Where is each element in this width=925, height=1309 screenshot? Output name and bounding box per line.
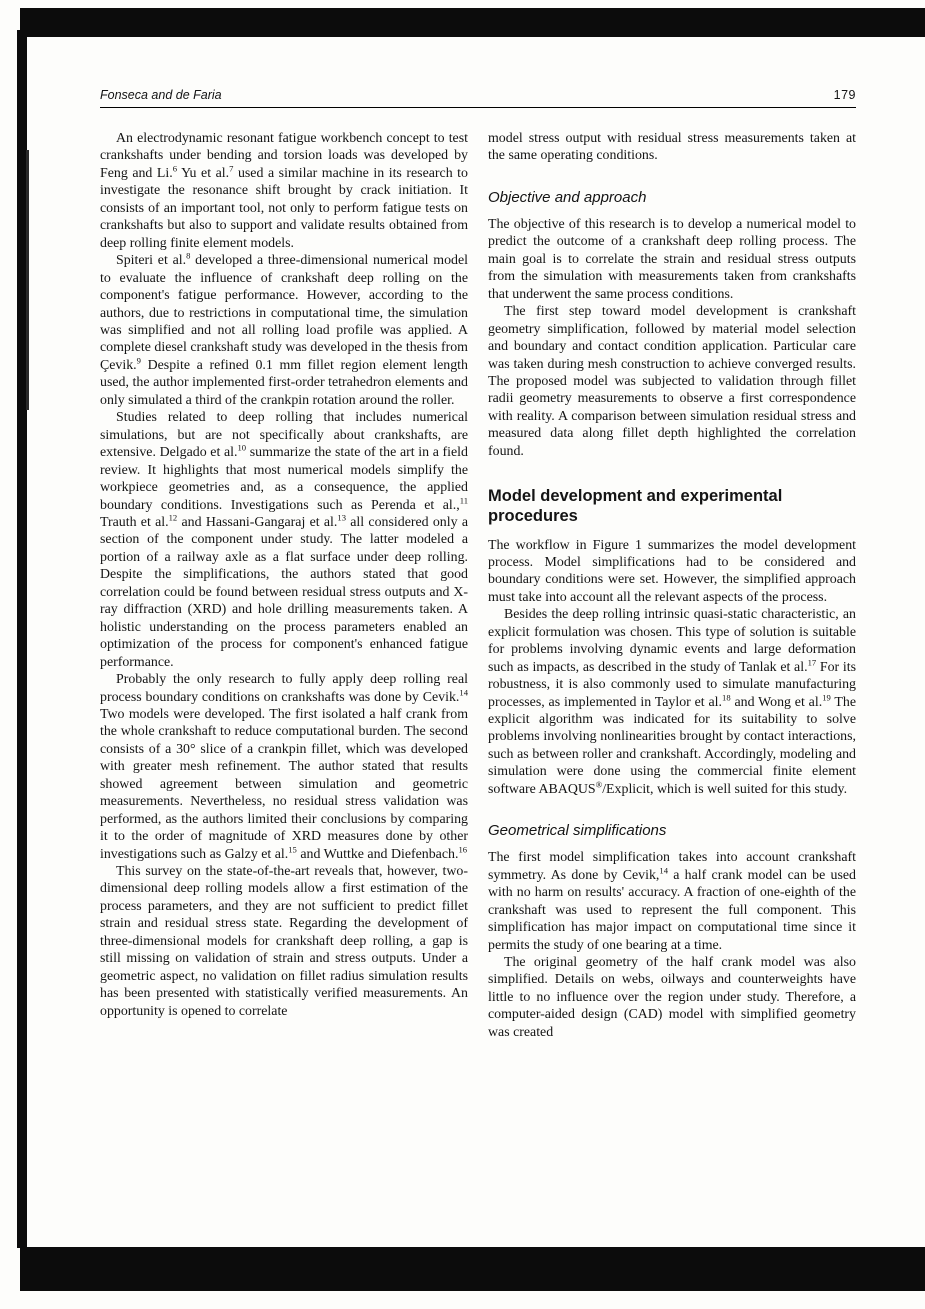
paragraph: model stress output with residual stress measurements taken at the same operating conditions. <box>488 131 856 164</box>
subsection-heading: Geometrical simplifications <box>488 822 667 840</box>
header-rule <box>100 107 856 108</box>
paragraph: The workflow in Figure 1 summarizes the model development process. Model simplifications had to be considered and boundary conditions were set. However, the simplified approach must take into account all the relevant aspects of the process. <box>488 537 856 605</box>
scan-edge-left <box>17 30 27 1248</box>
running-head: Fonseca and de Faria <box>100 88 222 102</box>
paragraph: An electrodynamic resonant fatigue workbench concept to test crankshafts under bending and torsion loads was developed by Feng and Li.$^6$ Yu et al.$^7$ used a similar machine in its research to investigate the resonance shift brought by crack initiation. It consists of an important tool, not only to perform fatigue tests on crankshafts but also to support and validate results obtained from deep rolling finite element models. <box>100 131 468 251</box>
page-header <box>100 88 856 102</box>
subsection-heading: Objective and approach <box>488 188 647 206</box>
paragraph: Spiteri et al.$^8$ developed a three-dimensional numerical model to evaluate the influence of crankshaft deep rolling on the component's fatigue performance. However, according to the authors, due to restrictions in computational time, the simulation was simplified and not all rolling load profile was applied. A complete diesel crankshaft study was developed in the thesis from Çevik.$^9$ Despite a refined 0.1 mm fillet region element length used, the author implemented first-order tetrahedron elements and only simulated a third of the crankpin rotation around the roller. <box>100 250 468 408</box>
paragraph: The objective of this research is to develop a numerical model to predict the outcome of a crankshaft deep rolling process. The main goal is to correlate the strain and residual stress outputs from the simulation with measurements taken from crankshafts that underwent the same process conditions. <box>488 216 856 302</box>
scan-edge-bottom <box>20 1247 925 1291</box>
article-body <box>100 130 856 1041</box>
paragraph: The first step toward model development is crankshaft geometry simplification, followed by material model selection and boundary and contact condition application. Particular care was taken during mesh construction to achieve converged results. The proposed model was subjected to validation through fillet radii geometry measurements to observe a first correspondence with reality. A comparison between simulation residual stress and measured data along fillet depth highlighted the correlation found. <box>488 304 856 459</box>
paragraph: Studies related to deep rolling that includes numerical simulations, but are not specifically about crankshafts, are extensive. Delgado et al.$^{10}$ summarize the state of the art in a field review. It highlights that most numerical models simplify the workpiece geometries and, as a consequence, the applied boundary conditions. Investigations such as Perenda et al.,$^{11}$ Trauth et al.$^{12}$ and Hassani-Gangaraj et al.$^{13}$ all considered only a section of the component under study. The latter modeled a portion of a railway axle as a flat surface under deep rolling. Despite the simplifications, the authors stated that good correlation could be found between residual stress outputs and X-ray diffraction (XRD) and hole drilling measurements taken. A holistic understanding on the process parameters enabled an optimization of the process for component's enhanced fatigue performance. <box>100 410 468 670</box>
paragraph: Probably the only research to fully apply deep rolling real process boundary conditions on crankshafts was done by Cevik.$^{14}$ Two models were developed. The first isolated a half crank from the whole crankshaft to reduce computational burden. The second consists of a 30° slice of a crankpin fillet, which was developed with greater mesh refinement. The author stated that results showed agreement between simulation and geometric measurements. Nevertheless, no residual stress validation was performed, as the authors limited their conclusions by comparing it to the order of magnitude of XRD measures done by other investigations such as Galzy et al.$^{15}$ and Wuttke and Diefenbach.$^{16}$ <box>100 672 468 862</box>
paragraph: This survey on the state-of-the-art reveals that, however, two-dimensional deep rolling models allow a first estimation of the process parameters, and they are not sufficient to predict fillet strain and residual stress state. Regarding the development of three-dimensional models for crankshaft deep rolling, a gap is still missing on validation of strain and stress outputs. Under a geometric aspect, no validation on fillet radius simulation results has been presented with statistically verified measurements. An opportunity is opened to correlate <box>100 864 468 1019</box>
paragraph: The original geometry of the half crank model was also simplified. Details on webs, oilways and counterweights have little to no influence over the region under study. Therefore, a computer-aided design (CAD) model with simplified geometry was created <box>488 955 856 1040</box>
scan-edge-top <box>20 8 925 37</box>
paragraph: The first model simplification takes into account crankshaft symmetry. As done by Cevik,$^{14}$ a half crank model can be used with no harm on results' accuracy. A fraction of one-eighth of the crankshaft was used to represent the full component. This simplification has major impact on computational time since it permits the study of one bearing at a time. <box>488 850 856 953</box>
page-number: 179 <box>833 88 856 102</box>
article-page <box>100 88 856 1041</box>
section-heading: Model development and experimental procedures <box>488 487 783 526</box>
right-column <box>488 130 856 1041</box>
left-column <box>100 130 468 1041</box>
paragraph: Besides the deep rolling intrinsic quasi-static characteristic, an explicit formulation was chosen. This type of solution is suitable for problems involving dynamic events and large deformation such as impacts, as described in the study of Tanlak et al.$^{17}$ For its robustness, it is also commonly used to simulate manufacturing processes, as implemented in Taylor et al.$^{18}$ and Wong et al.$^{19}$ The explicit algorithm was indicated for its suitability to solve problems involving nonlinearities brought by contact interactions, such as between roller and crankshaft. Accordingly, modeling and simulation were done using the commercial finite element software ABAQUS®/Explicit, which is well suited for this study. <box>488 607 856 797</box>
